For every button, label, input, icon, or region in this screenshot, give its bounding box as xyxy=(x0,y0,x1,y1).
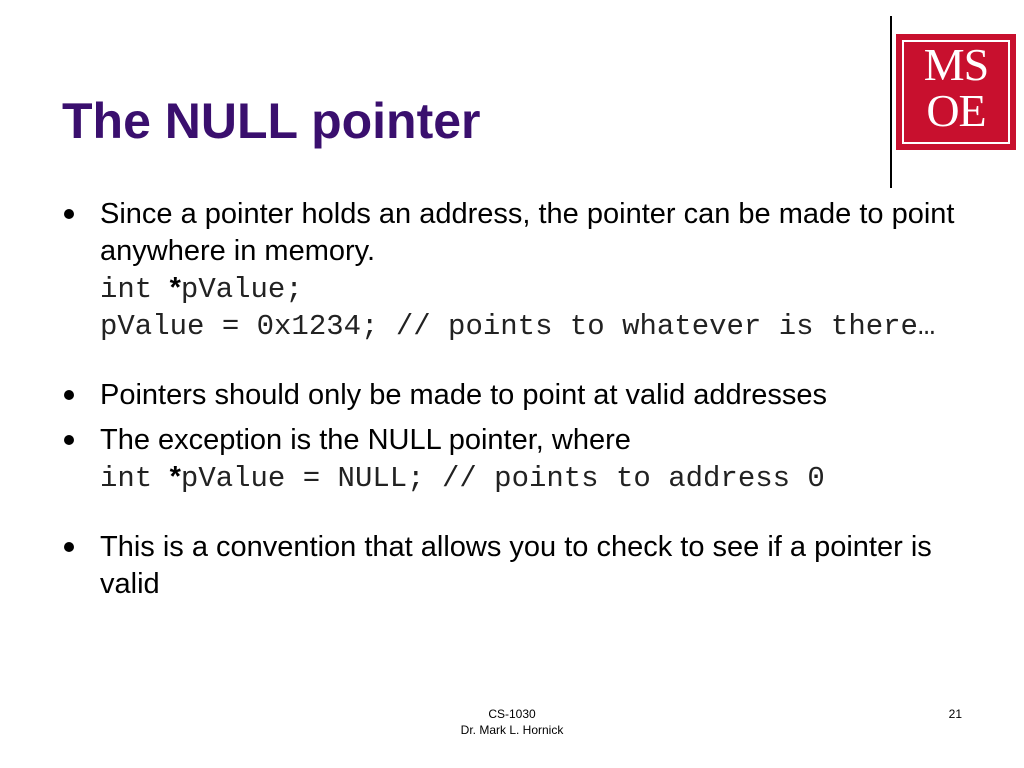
code-text: int xyxy=(100,462,170,495)
bullet-list xyxy=(62,196,992,603)
bullet-dot-icon xyxy=(64,390,74,400)
code-asterisk: * xyxy=(169,272,181,304)
footer-author: Dr. Mark L. Hornick xyxy=(460,723,564,737)
bullet-dot-icon xyxy=(64,435,74,445)
slide-title: The NULL pointer xyxy=(62,93,481,149)
bullet-item xyxy=(62,196,992,345)
bullet-item xyxy=(62,377,992,414)
page-number: 21 xyxy=(948,707,962,721)
code-line xyxy=(100,308,992,345)
bullet-item xyxy=(62,529,992,603)
bullet-text: The exception is the NULL pointer, where xyxy=(100,424,631,456)
footer xyxy=(400,706,624,738)
bullet-dot-icon xyxy=(64,542,74,552)
bullet-text: This is a convention that allows you to check to see if a pointer is valid xyxy=(100,531,932,600)
code-text: int xyxy=(100,273,170,306)
code-text: pValue = NULL; // points to address 0 xyxy=(180,462,825,495)
bullet-item xyxy=(62,422,992,497)
code-text: pValue; xyxy=(180,273,303,306)
bullet-dot-icon xyxy=(64,209,74,219)
bullet-spacer xyxy=(62,345,992,377)
code-asterisk: * xyxy=(169,461,181,493)
code-line xyxy=(100,270,992,308)
footer-course: CS-1030 xyxy=(488,707,536,721)
bullet-spacer xyxy=(62,414,992,422)
vertical-divider xyxy=(890,16,892,188)
logo-text-line2: OE xyxy=(926,85,986,136)
bullet-spacer xyxy=(62,497,992,529)
code-text: pValue = 0x1234; // points to whatever is there… xyxy=(100,310,936,343)
logo-text-line1: MS xyxy=(923,39,989,90)
bullet-text: Pointers should only be made to point at valid addresses xyxy=(100,379,828,411)
bullet-text: Since a pointer holds an address, the pointer can be made to point anywhere in memory. xyxy=(100,198,955,267)
code-line xyxy=(100,459,992,497)
msoe-logo xyxy=(896,34,1016,150)
